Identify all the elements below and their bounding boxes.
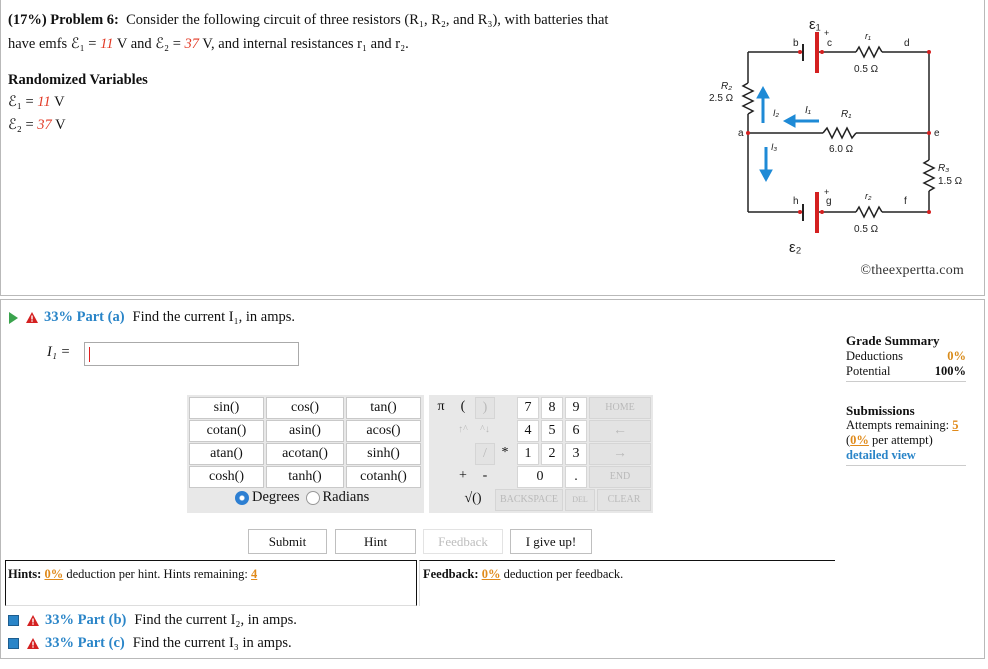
per-attempt-pct: 0% (850, 433, 869, 447)
circuit-I3: I₃ (771, 142, 778, 152)
circuit-r2-value: 0.5 Ω (854, 224, 879, 235)
problem-percent: (17%) (8, 12, 47, 28)
key-left-arrow[interactable]: ← (589, 420, 651, 442)
key-home[interactable]: HOME (589, 397, 651, 419)
circuit-plus-bottom: + (824, 187, 830, 197)
key-7[interactable]: 7 (517, 397, 539, 419)
collapse-icon[interactable] (8, 638, 19, 649)
key-4[interactable]: 4 (517, 420, 539, 442)
part-b-percent: 33% Part (b) (45, 612, 127, 628)
answer-label: I₁ = (47, 344, 71, 360)
circuit-r1-value: 0.5 Ω (854, 64, 879, 75)
problem-panel (0, 0, 985, 296)
key-sqrt[interactable]: √() (464, 491, 482, 506)
deductions-value: 0% (947, 349, 966, 363)
fn-cosh-button[interactable]: cosh() (189, 466, 264, 488)
part-c-prompt: Find the current I₃ in amps. (132, 635, 292, 651)
randomized-var1 (8, 94, 65, 111)
hint-button[interactable]: Hint (335, 529, 416, 554)
fn-cotan-button[interactable]: cotan() (189, 420, 264, 442)
angle-mode-row (235, 489, 369, 506)
key-backspace[interactable]: BACKSPACE (495, 489, 563, 511)
fn-sin-button[interactable]: sin() (189, 397, 264, 419)
fn-cotanh-button[interactable]: cotanh() (346, 466, 421, 488)
warning-icon (27, 638, 39, 649)
warning-icon (27, 615, 39, 626)
part-b-prompt: Find the current I₂, in amps. (134, 612, 297, 628)
circuit-R3-label: R₃ (938, 163, 950, 174)
radians-radio[interactable] (306, 491, 320, 505)
circuit-node-c: c (827, 38, 832, 49)
circuit-node-f: f (904, 196, 907, 207)
part-b-header[interactable] (8, 612, 297, 629)
part-a-percent: 33% Part (a) (44, 309, 125, 325)
part-a-prompt: Find the current I₁, in amps. (132, 309, 296, 325)
fn-acotan-button[interactable]: acotan() (266, 443, 344, 465)
degrees-label: Degrees (252, 489, 300, 505)
fn-cos-button[interactable]: cos() (266, 397, 344, 419)
fn-acos-button[interactable]: acos() (346, 420, 421, 442)
key-3[interactable]: 3 (565, 443, 587, 465)
key-slash[interactable]: / (475, 443, 495, 465)
fn-atan-button[interactable]: atan() (189, 443, 264, 465)
key-rparen[interactable]: ) (475, 397, 495, 419)
circuit-r2-label: r₂ (865, 191, 872, 201)
circuit-I1: I₁ (805, 105, 811, 116)
key-minus[interactable]: - (482, 468, 488, 483)
var1-unit: V (50, 94, 65, 110)
problem-statement (8, 8, 698, 56)
circuit-r1-label: r₁ (865, 31, 871, 41)
var2-unit: V (51, 117, 66, 133)
attempts-label: Attempts remaining: (846, 418, 953, 432)
circuit-R3-value: 1.5 Ω (938, 176, 963, 187)
key-del[interactable]: DEL (565, 489, 595, 511)
circuit-diagram (701, 5, 976, 255)
give-up-button[interactable]: I give up! (510, 529, 592, 554)
fn-tan-button[interactable]: tan() (346, 397, 421, 419)
per-attempt-text: per attempt) (868, 433, 933, 447)
part-c-percent: 33% Part (c) (45, 635, 125, 651)
circuit-node-e: e (934, 128, 940, 139)
hints-text: deduction per hint. Hints remaining: (63, 567, 252, 581)
key-right-arrow[interactable]: → (589, 443, 651, 465)
circuit-node-a: a (738, 128, 744, 139)
potential-label: Potential (846, 364, 891, 378)
randomized-var2 (8, 117, 66, 134)
var2-label: ℰ₂ = (8, 117, 38, 133)
problem-text-line2a: have emfs ℰ₁ = (8, 36, 101, 52)
circuit-I2: I₂ (773, 108, 779, 118)
part-a-header (9, 309, 295, 326)
hints-label: Hints: (8, 567, 42, 581)
hints-remaining: 4 (251, 567, 258, 581)
key-dot[interactable]: . (565, 466, 587, 488)
circuit-emf1: ε₁ (809, 16, 821, 33)
part-c-header[interactable] (8, 635, 292, 652)
problem-number: Problem 6: (50, 12, 119, 28)
warning-icon (26, 312, 38, 323)
key-plus[interactable]: + (459, 468, 467, 483)
circuit-emf2: ε₂ (789, 239, 802, 255)
keypad (429, 395, 653, 513)
submit-button[interactable]: Submit (248, 529, 327, 554)
play-icon[interactable] (9, 312, 18, 324)
part-a-panel (0, 299, 985, 659)
key-8[interactable]: 8 (541, 397, 563, 419)
problem-text-line2b: V and ℰ₂ = (113, 36, 185, 52)
circuit-node-b: b (793, 38, 799, 49)
function-pad (187, 395, 424, 513)
collapse-icon[interactable] (8, 615, 19, 626)
randomized-variables-title: Randomized Variables (8, 72, 148, 88)
circuit-node-g: g (826, 196, 832, 207)
hints-box (5, 560, 417, 606)
submissions-title: Submissions (846, 403, 915, 418)
key-lparen[interactable]: ( (460, 399, 466, 414)
degrees-radio[interactable] (235, 491, 249, 505)
var2-value: 37 (37, 117, 52, 133)
problem-text-line1: Consider the following circuit of three resistors (R₁, R₂, and R₃), with batteries that (126, 12, 609, 28)
grade-summary (846, 333, 966, 470)
circuit-node-h: h (793, 196, 799, 207)
potential-value: 100% (934, 364, 966, 378)
key-clear[interactable]: CLEAR (597, 489, 651, 511)
key-star[interactable]: * (501, 445, 509, 460)
text-caret (89, 347, 90, 362)
var1-label: ℰ₁ = (8, 94, 38, 110)
key-6[interactable]: 6 (565, 420, 587, 442)
key-9[interactable]: 9 (565, 397, 587, 419)
circuit-node-d: d (904, 38, 910, 49)
detailed-view-link[interactable]: detailed view (846, 448, 916, 462)
fn-sinh-button[interactable]: sinh() (346, 443, 421, 465)
key-5[interactable]: 5 (541, 420, 563, 442)
submissions-section: Submissions Attempts remaining: 5 (0% per attempt) detailed view (846, 403, 966, 466)
feedback-label: Feedback: (423, 567, 479, 581)
feedback-box (419, 560, 835, 606)
var1-value: 11 (37, 94, 51, 110)
problem-text-line2c: V, and internal resistances r₁ and r₂. (199, 36, 409, 52)
deductions-label: Deductions (846, 349, 903, 363)
emf1-value: 11 (100, 36, 114, 52)
fn-tanh-button[interactable]: tanh() (266, 466, 344, 488)
key-up[interactable]: ↑^ (458, 424, 468, 435)
emf2-value: 37 (184, 36, 200, 52)
hints-pct: 0% (44, 567, 64, 581)
feedback-text: deduction per feedback. (500, 567, 624, 581)
fn-asin-button[interactable]: asin() (266, 420, 344, 442)
copyright-credit: ©theexpertta.com (860, 263, 964, 278)
key-end[interactable]: END (589, 466, 651, 488)
circuit-R2-value: 2.5 Ω (709, 93, 734, 104)
feedback-pct: 0% (481, 567, 501, 581)
key-down[interactable]: ^↓ (480, 424, 490, 435)
feedback-button[interactable]: Feedback (423, 529, 503, 554)
radians-label: Radians (322, 489, 370, 505)
circuit-R1-label: R₁ (841, 109, 852, 120)
grade-summary-title: Grade Summary (846, 333, 940, 348)
circuit-R1-value: 6.0 Ω (829, 144, 854, 155)
attempts-value: 5 (952, 418, 959, 432)
answer-input[interactable] (84, 342, 299, 366)
key-pi[interactable]: π (437, 399, 445, 414)
circuit-plus-top: + (824, 28, 830, 38)
circuit-R2-label: R₂ (721, 81, 733, 92)
key-2[interactable]: 2 (541, 443, 563, 465)
key-1[interactable]: 1 (517, 443, 539, 465)
key-0[interactable]: 0 (517, 466, 563, 488)
